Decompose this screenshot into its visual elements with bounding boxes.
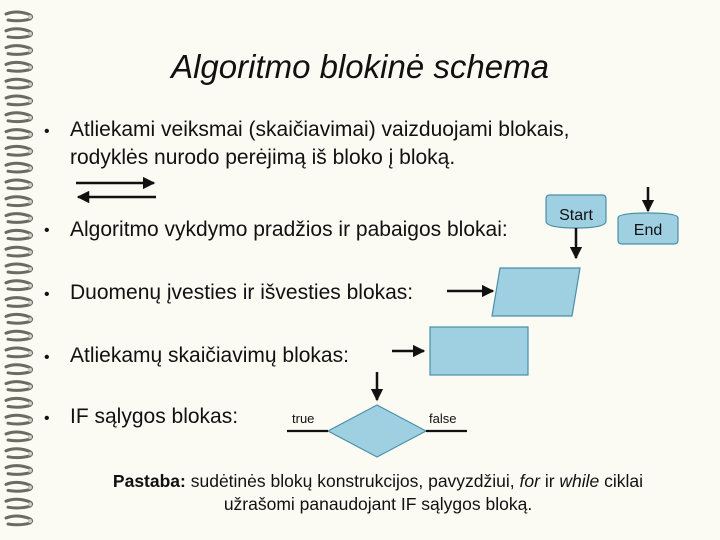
process-block <box>430 327 528 375</box>
start-label: Start <box>559 207 593 224</box>
bullet-marker: • <box>44 123 50 140</box>
footnote-text-2: ir <box>539 471 560 491</box>
bullet-3-text: Duomenų įvesties ir išvesties blokas: <box>70 281 414 304</box>
footnote-text-3: ciklai <box>599 471 644 491</box>
bullet-marker: • <box>44 286 50 303</box>
page-title: Algoritmo blokinė schema <box>171 48 549 85</box>
bullet-marker: • <box>44 410 50 427</box>
bullet-1-line-1: Atliekami veiksmai (skaičiavimai) vaizduojami blokais, <box>70 118 570 141</box>
if-condition-block <box>328 405 426 457</box>
data-io-block <box>492 268 580 316</box>
true-label: true <box>292 411 315 426</box>
footnote-for: for <box>519 471 540 491</box>
footnote-line-1 <box>48 470 708 493</box>
false-label: false <box>429 411 457 426</box>
bullet-2-text: Algoritmo vykdymo pradžios ir pabaigos blokai: <box>70 218 508 241</box>
end-label: End <box>633 222 663 239</box>
bullet-4-text: Atliekamų skaičiavimų blokas: <box>70 344 349 367</box>
bullet-1-line-2: rodyklės nurodo perėjimą iš bloko į bloką. <box>70 146 456 169</box>
bullet-5-text: IF sąlygos blokas: <box>70 405 239 428</box>
bullet-marker: • <box>44 349 50 366</box>
footnote-text-1: sudėtinės blokų konstrukcijos, pavyzdžiui, <box>185 471 520 491</box>
footnote-bold: Pastaba: <box>112 471 186 491</box>
footnote-while: while <box>559 471 600 491</box>
footnote <box>48 470 708 516</box>
bullet-marker: • <box>44 222 50 239</box>
footnote-line-2: užrašomi panaudojant IF sąlygos bloką. <box>223 494 533 514</box>
